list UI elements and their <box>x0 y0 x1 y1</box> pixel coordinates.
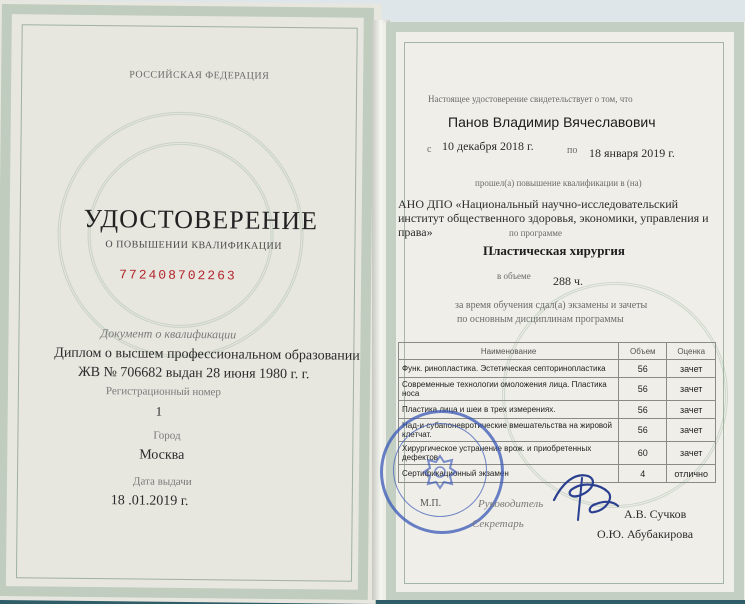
discipline-volume: 56 <box>619 401 667 419</box>
table-header-row <box>399 343 716 360</box>
volume-value: 288 ч. <box>553 274 584 288</box>
reg-value: 1 <box>155 403 163 419</box>
discipline-volume: 56 <box>619 360 667 378</box>
head-name: А.В. Сучков <box>624 507 687 521</box>
city-value: Москва <box>139 447 185 463</box>
discipline-volume: 56 <box>619 419 667 442</box>
discipline-volume: 60 <box>619 442 667 465</box>
org-line-2: институт общественного здоровья, экономики, управления и <box>398 211 709 225</box>
discipline-grade: зачет <box>667 442 716 465</box>
serial-number: 772408702263 <box>119 267 237 284</box>
city-label: Город <box>153 429 181 442</box>
discipline-grade: зачет <box>667 378 716 401</box>
discipline-name: Над-и субапоневротические вмешательства на жировой клетчат. <box>399 419 619 442</box>
secretary-label: Секретарь <box>472 518 524 530</box>
exams-line-1: за время обучения сдал(а) экзамены и зачеты <box>455 300 648 311</box>
header-name: Наименование <box>399 343 619 360</box>
head-label: Руководитель <box>478 498 544 510</box>
table-row <box>399 378 716 401</box>
discipline-grade: зачет <box>667 401 716 419</box>
reg-label: Регистрационный номер <box>105 385 222 399</box>
org-line-3: права» <box>398 225 433 239</box>
holder-name: Панов Владимир Вячеславович <box>448 114 656 130</box>
document-subtitle: О ПОВЫШЕНИИ КВАЛИФИКАЦИИ <box>105 239 283 252</box>
exams-line-2: по основным дисциплинам программы <box>457 314 624 325</box>
discipline-name: Функ. ринопластика. Эстетическая септоринопластика <box>399 360 619 378</box>
volume-label: в объеме <box>497 271 531 281</box>
discipline-volume: 4 <box>619 465 667 483</box>
discipline-grade: отлично <box>667 465 716 483</box>
discipline-name: Современные технологии омоложения лица. Пластика носа <box>399 378 619 401</box>
secretary-name: О.Ю. Абубакирова <box>597 527 694 541</box>
header-volume: Объем <box>619 343 667 360</box>
seal-place-label: М.П. <box>420 498 442 509</box>
country-label: РОССИЙСКАЯ ФЕДЕРАЦИЯ <box>129 69 270 82</box>
table-row <box>399 360 716 378</box>
discipline-name: Хирургическое устранение врож. и приобретенных дефектов <box>399 442 619 465</box>
discipline-name: Сертификационный экзамен <box>399 465 619 483</box>
passed-text: прошел(а) повышение квалификации в (на) <box>475 178 642 188</box>
discipline-grade: зачет <box>667 360 716 378</box>
doc-line-1: Диплом о высшем профессиональном образовании <box>54 345 360 364</box>
discipline-grade: зачет <box>667 419 716 442</box>
org-line-1: АНО ДПО «Национальный научно-исследовательский <box>398 197 679 211</box>
header-grade: Оценка <box>667 343 716 360</box>
doc-label: Документ о квалификации <box>100 326 237 342</box>
from-date: 10 декабря 2018 г. <box>442 139 534 153</box>
date-value: 18 .01.2019 г. <box>110 493 189 510</box>
date-label: Дата выдачи <box>132 475 192 489</box>
discipline-volume: 56 <box>619 378 667 401</box>
discipline-name: Пластика лица и шеи в трех измерениях. <box>399 401 619 419</box>
coat-of-arms-icon <box>416 448 464 496</box>
intro-text: Настоящее удостоверение свидетельствует о том, что <box>428 94 633 104</box>
signature <box>548 466 624 524</box>
from-prefix: с <box>427 144 432 155</box>
to-prefix: по <box>567 145 578 156</box>
to-date: 18 января 2019 г. <box>589 146 675 160</box>
document-title: УДОСТОВЕРЕНИЕ <box>83 203 319 236</box>
program-name: Пластическая хирургия <box>483 243 625 258</box>
program-label: по программе <box>509 228 562 238</box>
doc-line-2: ЖВ № 706682 выдан 28 июня 1980 г. г. <box>78 364 310 383</box>
